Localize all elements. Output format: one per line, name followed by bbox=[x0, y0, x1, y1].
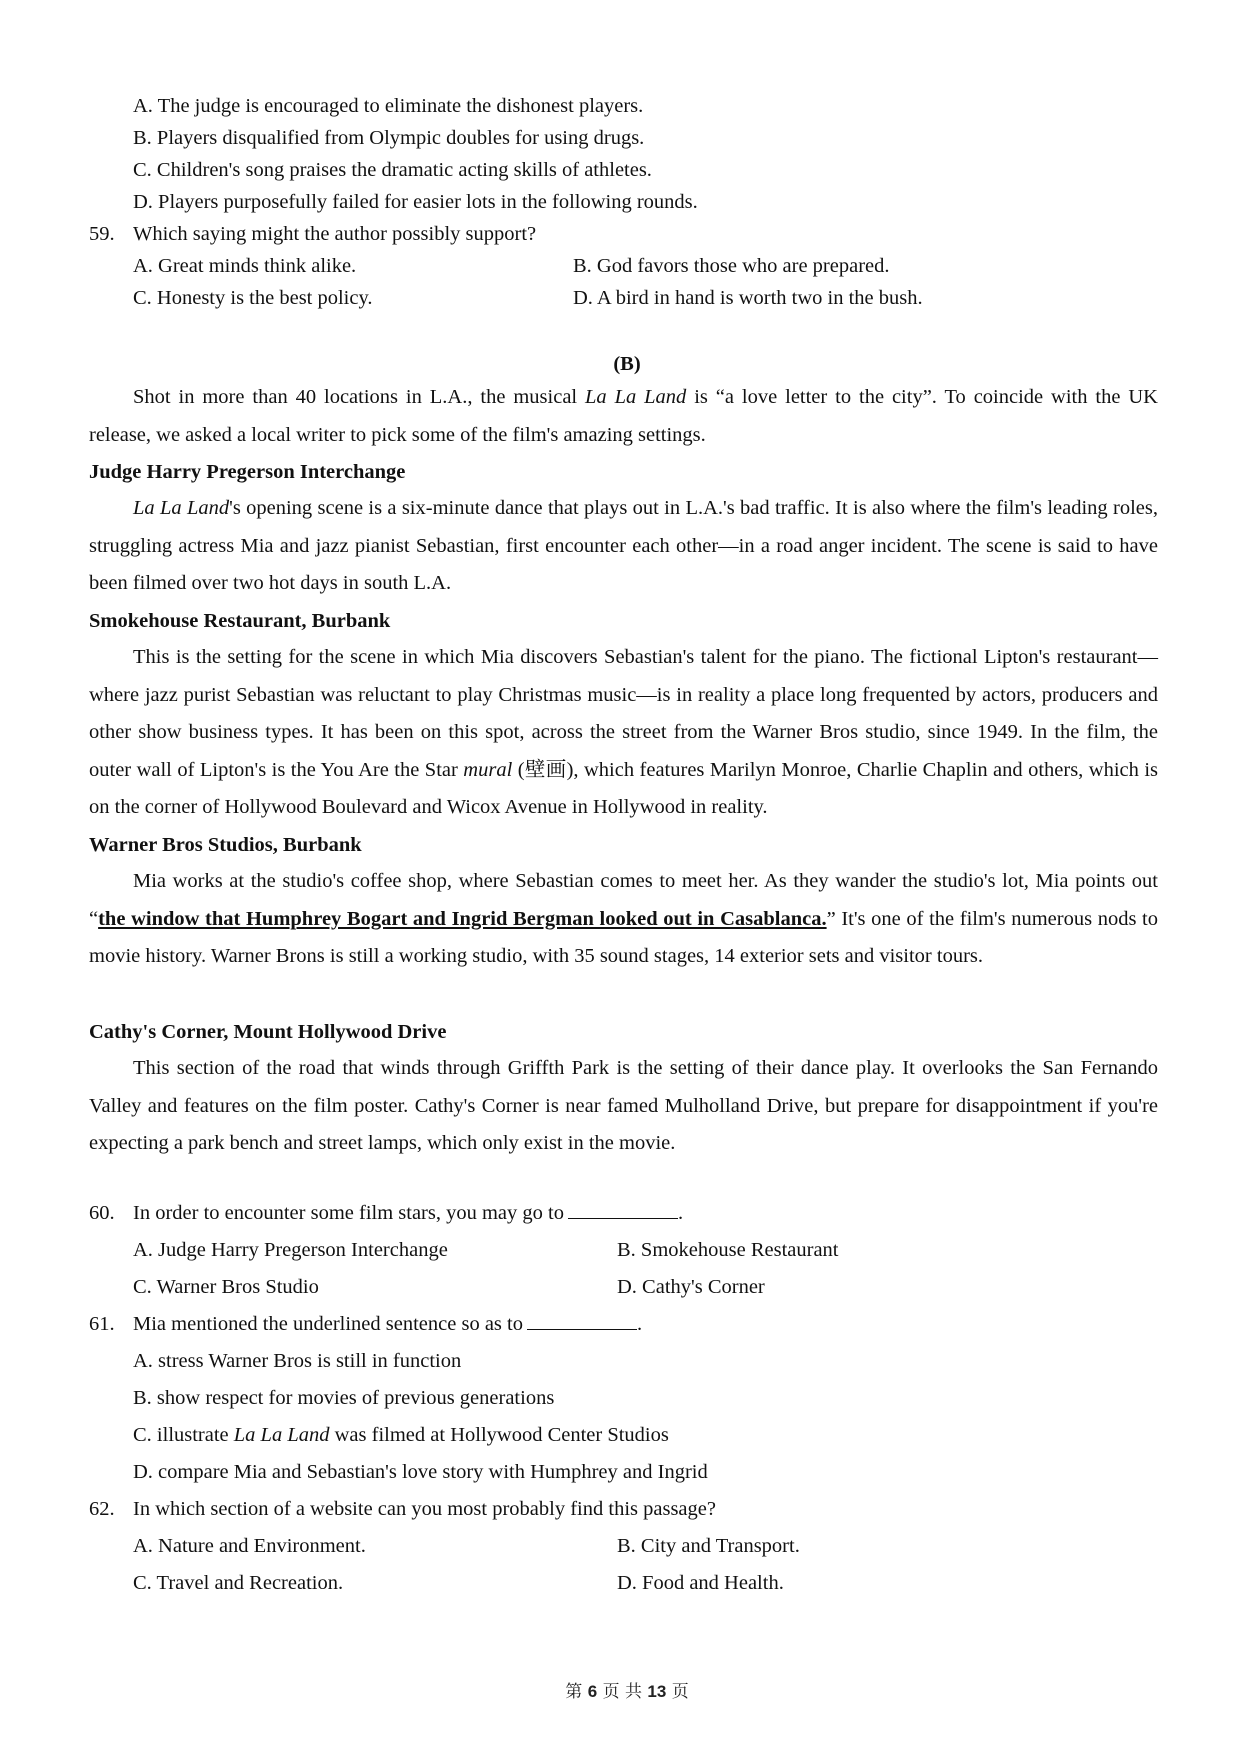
section-text-cathys-corner: This section of the road that winds through Griffth Park is the setting of their dance play. It overlooks the San Fernando Valley and features on the film poster. Cathy's Corner is near famed Mulholland Drive, but prepare for disappointment if you're expecting a park bench and street lamps, which only exist in the movie. bbox=[89, 1057, 1158, 1154]
section-heading-warner: Warner Bros Studios, Burbank bbox=[89, 834, 362, 856]
section-text-warner: Mia works at the studio's coffee shop, where Sebastian comes to meet her. As they wander the studio's lot, Mia points out “the window that Humphrey Bogart and Ingrid Bergman looked out in Casablanca.” It's one of the film's numerous nods to movie history. Warner Brons is still a working studio, with 35 sound stages, 14 exterior sets and visitor tours. bbox=[89, 870, 1159, 967]
q62-number: 62. bbox=[89, 1498, 115, 1520]
q59-option-b: B. God favors those who are prepared. bbox=[573, 255, 890, 277]
q60-option-a: A. Judge Harry Pregerson Interchange bbox=[133, 1239, 448, 1261]
q58-option-c: C. Children's song praises the dramatic acting skills of athletes. bbox=[133, 159, 652, 181]
q59-option-d: D. A bird in hand is worth two in the bush. bbox=[573, 287, 923, 309]
film-title: La La Land bbox=[133, 497, 230, 519]
mural-term: mural bbox=[463, 758, 513, 781]
q61-option-c: C. illustrate La La Land was filmed at Hollywood Center Studios bbox=[133, 1424, 669, 1446]
film-title: La La Land bbox=[585, 386, 687, 408]
q61-question: Mia mentioned the underlined sentence so as to . bbox=[133, 1313, 643, 1335]
q59-option-a: A. Great minds think alike. bbox=[133, 255, 357, 277]
page-footer: 第 6 页 共 13 页 bbox=[565, 1682, 689, 1702]
q58-option-d: D. Players purposefully failed for easier lots in the following rounds. bbox=[133, 191, 698, 213]
q60-option-c: C. Warner Bros Studio bbox=[133, 1276, 319, 1298]
film-title: La La Land bbox=[233, 1424, 330, 1446]
section-heading-interchange: Judge Harry Pregerson Interchange bbox=[89, 461, 406, 483]
section-text-interchange: La La Land's opening scene is a six-minute dance that plays out in L.A.'s bad traffic. It is also where the film's leading roles, struggling actress Mia and jazz pianist Sebastian, first encounter each other—in a road anger incident. The scene is said to have been filmed over two hot days in south L.A. bbox=[89, 497, 1158, 594]
page-number: 6 bbox=[587, 1682, 598, 1701]
q61-option-b: B. show respect for movies of previous generations bbox=[133, 1387, 555, 1409]
section-heading-smokehouse: Smokehouse Restaurant, Burbank bbox=[89, 610, 391, 632]
q60-option-b: B. Smokehouse Restaurant bbox=[617, 1239, 839, 1261]
q62-question: In which section of a website can you most probably find this passage? bbox=[133, 1498, 716, 1520]
q61-option-d: D. compare Mia and Sebastian's love story with Humphrey and Ingrid bbox=[133, 1461, 708, 1483]
q62-option-d: D. Food and Health. bbox=[617, 1572, 784, 1594]
q62-option-b: B. City and Transport. bbox=[617, 1535, 800, 1557]
q61-number: 61. bbox=[89, 1313, 115, 1335]
q58-option-a: A. The judge is encouraged to eliminate the dishonest players. bbox=[133, 95, 644, 117]
q61-option-a: A. stress Warner Bros is still in function bbox=[133, 1350, 462, 1372]
answer-blank bbox=[527, 1311, 637, 1330]
q59-option-c: C. Honesty is the best policy. bbox=[133, 287, 373, 309]
passage-title: (B) bbox=[613, 353, 641, 375]
q60-option-d: D. Cathy's Corner bbox=[617, 1276, 765, 1298]
answer-blank bbox=[568, 1200, 678, 1219]
q58-option-b: B. Players disqualified from Olympic doubles for using drugs. bbox=[133, 127, 645, 149]
q60-question: In order to encounter some film stars, you may go to . bbox=[133, 1202, 684, 1224]
q59-number: 59. bbox=[89, 223, 115, 245]
underlined-sentence: the window that Humphrey Bogart and Ingrid Bergman looked out in Casablanca. bbox=[98, 907, 827, 930]
q59-question: Which saying might the author possibly support? bbox=[133, 223, 537, 245]
section-heading-cathys-corner: Cathy's Corner, Mount Hollywood Drive bbox=[89, 1021, 447, 1043]
section-text-smokehouse: This is the setting for the scene in which Mia discovers Sebastian's talent for the piano. The fictional Lipton's restaurant—where jazz purist Sebastian was reluctant to play Christmas music—is in reality a place long frequented by actors, producers and other show business types. It has been on this spot, across the street from the Warner Bros studio, since 1949. In the film, the outer wall of Lipton's is the You Are the Star mural (壁画), which features Marilyn Monroe, Charlie Chaplin and others, which is on the corner of Hollywood Boulevard and Wicox Avenue in Hollywood in reality. bbox=[89, 646, 1159, 818]
q62-option-c: C. Travel and Recreation. bbox=[133, 1572, 344, 1594]
q62-option-a: A. Nature and Environment. bbox=[133, 1535, 366, 1557]
page-total: 13 bbox=[647, 1682, 667, 1701]
passage-intro: Shot in more than 40 locations in L.A., the musical La La Land is “a love letter to the city”. To coincide with the UK release, we asked a local writer to pick some of the film's amazing settings. bbox=[89, 386, 1158, 446]
q60-number: 60. bbox=[89, 1202, 115, 1224]
